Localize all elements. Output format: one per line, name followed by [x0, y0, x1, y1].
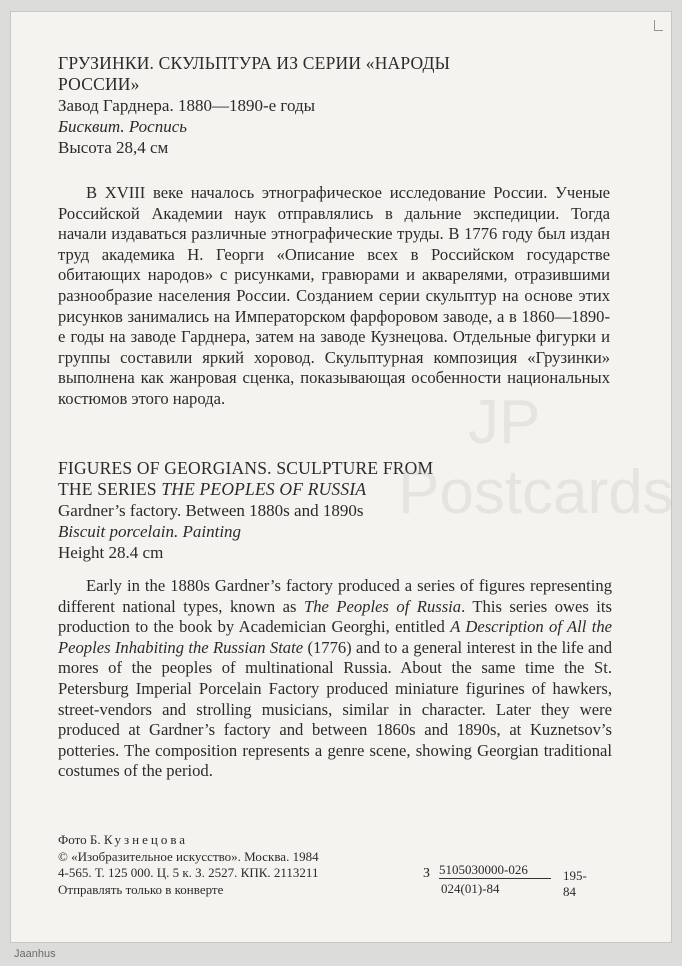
code-right: 195-84 — [563, 868, 587, 899]
en-body-part3: (1776) and to a general interest in the life and mores of the peoples of multinational Russia. About the same time the St. Petersburg Imperial Porcelain Factory produced miniature figurines of hawkers, street-vendors and strolling musicians, similar in character. Later they were produced at Gardner’s factory and between 1860s and 1890s, at Kuznetsov’s potteries. The composition represents a genre scene, showing Georgian traditional costumes of the period. — [58, 637, 613, 781]
code-fraction — [439, 862, 551, 896]
copyright-line: © «Изобразительное искусство». Москва. 1984 — [58, 848, 319, 864]
ru-body-paragraph: В XVIII веке началось этнографическое исследование России. Ученые Российской Академии наук отправлялись в дальние экспедиции. Тогда начали издаваться различные этнографические труды. В 1776 году был издан труд академика Н. Георги «Описание всех в Российском государстве обитающих народов» с рисунками, гравюрами и акварелями, отразившими разнообразие населения России. Созданием серии скульптур на основе этих рисунков занимались на Императорском фарфоровом заводе, а в 1860—1890-е годы на заводе Гарднера, затем на заводе Кузнецова. Отдельные фигурки и группы составили яркий хоровод. Скульптурная композиция «Грузинки» выполнена как жанровая сценка, показывающая особенности национальных костюмов этого народа. — [58, 183, 610, 408]
site-mark: Jaanhus — [14, 948, 56, 960]
en-material: Biscuit porcelain. Painting — [58, 522, 242, 541]
photo-credit — [58, 832, 398, 849]
en-body-part1: Early in the 1880s Gardner’s factory produced a series of figures representing different national types, known as — [58, 576, 612, 616]
en-factory: Gardner’s factory. Between 1880s and 1890s — [58, 501, 364, 520]
ru-title-line1: ГРУЗИНКИ. СКУЛЬПТУРА ИЗ СЕРИИ «НАРОДЫ — [58, 53, 451, 73]
russian-heading — [58, 53, 618, 158]
en-body-part2: . This series owes its production to the book by Academician Georghi, entitled — [58, 596, 612, 637]
en-title-prefix: THE SERIES — [58, 479, 162, 499]
photo-credit-prefix: Фото Б. — [58, 832, 104, 847]
en-title-line2 — [58, 479, 618, 500]
corner-mark — [654, 20, 663, 31]
en-title-line1: FIGURES OF GEORGIANS. SCULPTURE FROM — [58, 458, 434, 478]
en-body-book-title: A Description of All the Peoples Inhabiting the Russian State — [58, 617, 612, 657]
en-body-paragraph — [58, 576, 612, 782]
en-title-series: THE PEOPLES OF RUSSIA — [161, 479, 367, 499]
english-heading — [58, 458, 618, 563]
ru-factory: Завод Гарднера. 1880—1890-е годы — [58, 96, 316, 115]
code-prefix: З — [423, 866, 431, 881]
print-info-line: 4-565. Т. 125 000. Ц. 5 к. З. 2527. КПК. 2113211 — [58, 865, 319, 880]
publisher-footer — [58, 832, 398, 898]
en-body-series-name: The Peoples of Russia — [303, 596, 462, 616]
ru-material: Бисквит. Роспись — [58, 117, 187, 136]
envelope-note: Отправлять только в конверте — [58, 881, 224, 897]
en-height: Height 28.4 cm — [58, 543, 164, 562]
code-denominator: 024(01)-84 — [441, 881, 500, 896]
ru-title-line2: РОССИИ» — [58, 74, 140, 94]
photo-credit-name: Кузнецова — [103, 832, 189, 847]
english-description — [58, 576, 612, 782]
code-numerator: 5105030000-026 — [439, 862, 551, 879]
ru-height: Высота 28,4 см — [58, 138, 169, 157]
russian-description — [58, 183, 610, 410]
